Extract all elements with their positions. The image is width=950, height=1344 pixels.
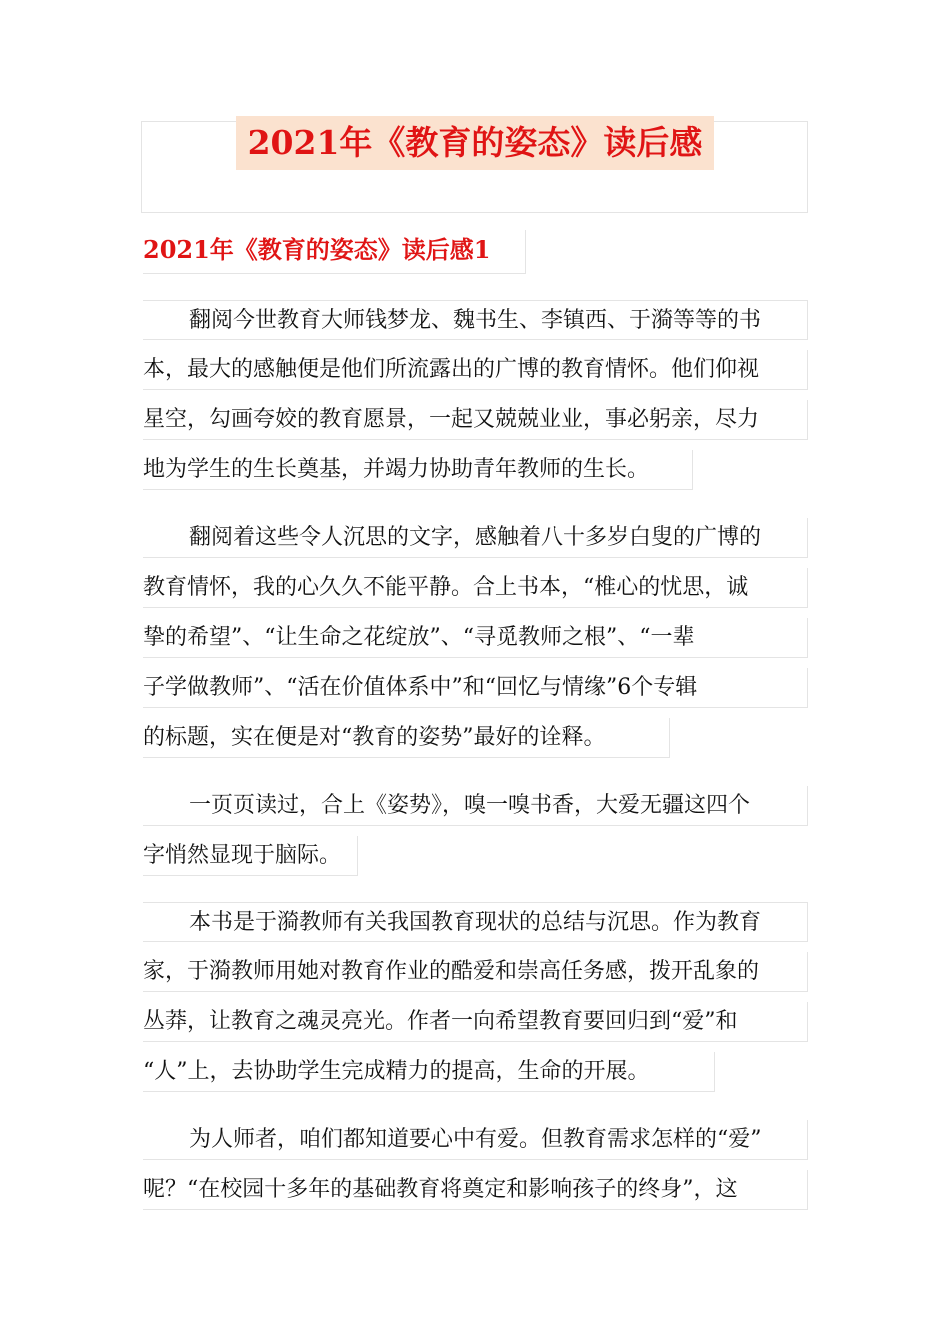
paragraph-2-line-2: 教育情怀，我的心久久不能平静。合上书本，“椎心的忧思，诚: [143, 568, 808, 608]
section-heading: 2021年《教育的姿态》读后感1: [143, 230, 526, 274]
paragraph-1-line-3: 星空，勾画夸姣的教育愿景，一起又兢兢业业，事必躬亲，尽力: [143, 400, 808, 440]
paragraph-2-line-3: 挚的希望”、“让生命之花绽放”、“寻觅教师之根”、“一辈: [143, 618, 808, 658]
paragraph-1-line-2: 本，最大的感触便是他们所流露出的广博的教育情怀。他们仰视: [143, 350, 808, 390]
paragraph-2-line-5: 的标题，实在便是对“教育的姿势”最好的诠释。: [143, 718, 670, 758]
paragraph-1-line-1: 翻阅今世教育大师钱梦龙、魏书生、李镇西、于漪等等的书: [143, 300, 808, 340]
paragraph-4-line-2: 家，于漪教师用她对教育作业的酷爱和崇高任务感，拨开乱象的: [143, 952, 808, 992]
paragraph-4-line-3: 丛莽，让教育之魂灵亮光。作者一向希望教育要回归到“爱”和: [143, 1002, 808, 1042]
paragraph-2-line-4: 子学做教师”、“活在价值体系中”和“回忆与情缘”6个专辑: [143, 668, 808, 708]
paragraph-5-line-1: 为人师者，咱们都知道要心中有爱。但教育需求怎样的“爱”: [143, 1120, 808, 1160]
paragraph-3-line-1: 一页页读过，合上《姿势》，嗅一嗅书香，大爱无疆这四个: [143, 786, 808, 826]
paragraph-4-line-4: “人”上，去协助学生完成精力的提高，生命的开展。: [143, 1052, 715, 1092]
document-title: 2021年《教育的姿态》读后感: [236, 116, 714, 170]
paragraph-1-line-4: 地为学生的生长奠基，并竭力协助青年教师的生长。: [143, 450, 693, 490]
paragraph-3-line-2: 字悄然显现于脑际。: [143, 836, 358, 876]
paragraph-2-line-1: 翻阅着这些令人沉思的文字，感触着八十多岁白叟的广博的: [143, 518, 808, 558]
paragraph-4-line-1: 本书是于漪教师有关我国教育现状的总结与沉思。作为教育: [143, 902, 808, 942]
paragraph-5-line-2: 呢？“在校园十多年的基础教育将奠定和影响孩子的终身”，这: [143, 1170, 808, 1210]
